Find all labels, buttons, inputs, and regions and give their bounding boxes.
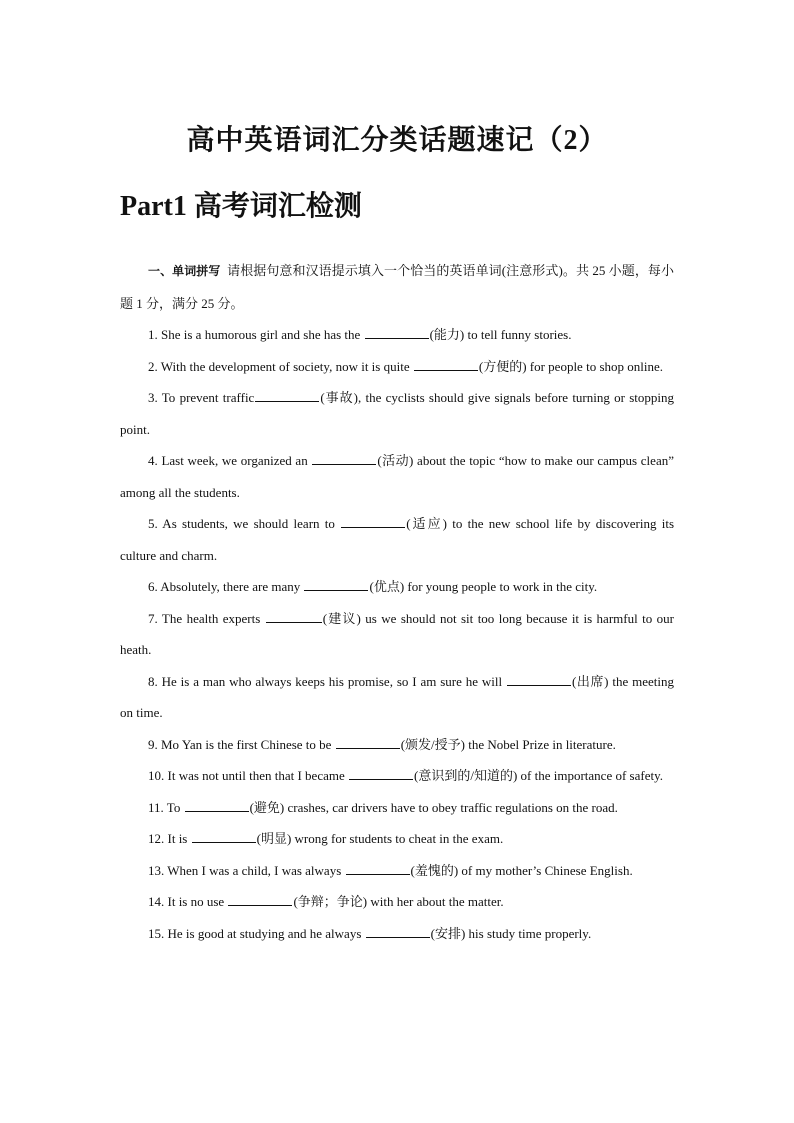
question-text-after: (羞愧的) of my mother’s Chinese English. bbox=[410, 862, 633, 878]
answer-blank[interactable] bbox=[192, 829, 256, 843]
part-heading: Part1 高考词汇检测 bbox=[120, 191, 362, 222]
question-3 bbox=[120, 382, 674, 445]
question-text-before: 2. With the development of society, now it is quite bbox=[148, 358, 413, 374]
answer-blank[interactable] bbox=[255, 388, 319, 402]
question-text-after: (出席) the meeting on time. bbox=[120, 673, 675, 720]
question-text-after: (明显) wrong for students to cheat in the exam. bbox=[256, 831, 504, 846]
question-1 bbox=[120, 319, 674, 351]
question-text-after: (意识到的/知道的) of the importance of safety. bbox=[414, 768, 663, 783]
question-12 bbox=[120, 823, 674, 855]
question-text-after: (优点) for young people to work in the city. bbox=[369, 579, 598, 594]
question-text-after: (避免) crashes, car drivers have to obey traffic regulations on the road. bbox=[249, 799, 618, 815]
instruction-text: 请根据句意和汉语提示填入一个恰当的英语单词(注意形式)。共 25 小题，每小题 1 分，满分 25 分。 bbox=[120, 263, 674, 311]
question-text-after: (活动) about the topic “how to make our campus clean” among all the students. bbox=[120, 453, 674, 500]
question-15 bbox=[120, 918, 674, 950]
question-text-after: (安排) his study time properly. bbox=[430, 925, 592, 941]
question-text-after: (建议) us we should not sit too long because it is harmful to our heath. bbox=[120, 610, 674, 657]
question-text-after: (事故), the cyclists should give signals before turning or stopping point. bbox=[120, 390, 675, 437]
question-8 bbox=[120, 666, 674, 729]
question-text-before: 6. Absolutely, there are many bbox=[148, 579, 304, 594]
question-text-before: 11. To bbox=[148, 799, 184, 815]
answer-blank[interactable] bbox=[346, 861, 410, 875]
answer-blank[interactable] bbox=[266, 609, 322, 623]
question-text-before: 9. Mo Yan is the first Chinese to be bbox=[148, 736, 335, 752]
question-text-after: (颁发/授予) the Nobel Prize in literature. bbox=[400, 736, 616, 752]
question-text-after: (方便的) for people to shop online. bbox=[478, 358, 663, 374]
instruction-label: 一、单词拼写 bbox=[148, 264, 221, 278]
question-text-before: 1. She is a humorous girl and she has the bbox=[148, 327, 364, 342]
question-text-before: 5. As students, we should learn to bbox=[148, 516, 341, 531]
question-text-before: 4. Last week, we organized an bbox=[148, 453, 312, 468]
question-10 bbox=[120, 760, 674, 792]
question-7 bbox=[120, 603, 674, 666]
instruction-paragraph bbox=[120, 255, 674, 319]
answer-blank[interactable] bbox=[366, 924, 430, 938]
question-13 bbox=[120, 855, 674, 887]
question-text-before: 15. He is good at studying and he always bbox=[148, 925, 365, 941]
answer-blank[interactable] bbox=[228, 892, 292, 906]
document-title: 高中英语词汇分类话题速记（2） bbox=[186, 125, 608, 156]
question-text-before: 12. It is bbox=[148, 831, 191, 846]
question-5 bbox=[120, 508, 674, 571]
answer-blank[interactable] bbox=[185, 798, 249, 812]
answer-blank[interactable] bbox=[349, 766, 413, 780]
question-2 bbox=[120, 351, 674, 383]
answer-blank[interactable] bbox=[304, 577, 368, 591]
answer-blank[interactable] bbox=[365, 325, 429, 339]
question-text-before: 10. It was not until then that I became bbox=[148, 768, 349, 783]
exercise-content bbox=[120, 255, 674, 949]
question-11 bbox=[120, 792, 674, 824]
answer-blank[interactable] bbox=[336, 735, 400, 749]
answer-blank[interactable] bbox=[414, 357, 478, 371]
question-14 bbox=[120, 886, 674, 918]
answer-blank[interactable] bbox=[312, 451, 376, 465]
question-6 bbox=[120, 571, 674, 603]
question-text-before: 3. To prevent traffic bbox=[148, 390, 255, 405]
question-text-before: 7. The health experts bbox=[148, 610, 265, 626]
question-9 bbox=[120, 729, 674, 761]
question-text-before: 8. He is a man who always keeps his promise, so I am sure he will bbox=[148, 673, 506, 689]
question-text-after: (争辩；争论) with her about the matter. bbox=[293, 894, 504, 909]
question-text-before: 13. When I was a child, I was always bbox=[148, 862, 345, 878]
question-text-after: (适应) to the new school life by discovering its culture and charm. bbox=[120, 516, 674, 563]
question-text-before: 14. It is no use bbox=[148, 894, 228, 909]
answer-blank[interactable] bbox=[507, 672, 571, 686]
question-4 bbox=[120, 445, 674, 508]
question-text-after: (能力) to tell funny stories. bbox=[429, 327, 572, 342]
answer-blank[interactable] bbox=[341, 514, 405, 528]
